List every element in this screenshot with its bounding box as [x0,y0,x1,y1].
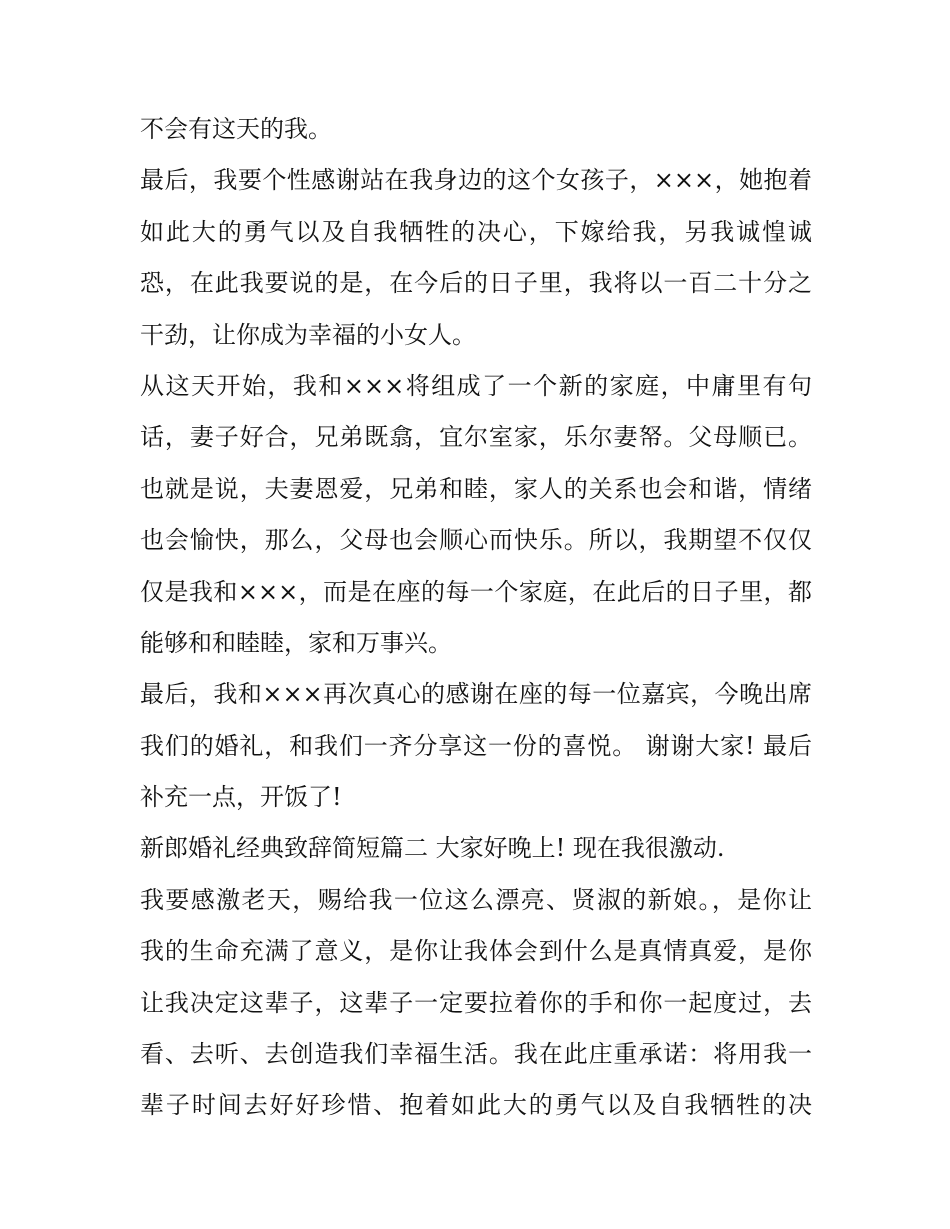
text-line: 我们的婚礼，和我们一齐分享这一份的喜悦。 谢谢大家! 最后 [140,731,812,760]
text-line: 新郎婚礼经典致辞简短篇二 大家好晚上! 现在我很激动. [140,834,725,863]
text-line: 话，妻子好合，兄弟既翕，宜尔室家，乐尔妻帑。父母顺已。 [140,423,812,452]
text-line: 从这天开始，我和×××将组成了一个新的家庭，中庸里有句 [140,371,812,400]
text-line: 如此大的勇气以及自我牺牲的决心，下嫁给我，另我诚惶诚 [140,217,812,246]
text-line: 不会有这天的我。 [140,115,332,143]
text-line: 我要感激老天，赐给我一位这么漂亮、贤淑的新娘。，是你让 [140,885,812,914]
text-line: 能够和和睦睦，家和万事兴。 [140,628,452,657]
text-line: 也会愉快，那么，父母也会顺心而快乐。所以，我期望不仅仅 [140,526,812,555]
text-line: 最后，我要个性感谢站在我身边的这个女孩子，×××，她抱着 [140,166,812,195]
document-body [140,107,812,1135]
text-line: 看、去听、去创造我们幸福生活。我在此庄重承诺：将用我一 [140,1040,812,1069]
text-line: 补充一点，开饭了! [140,783,342,812]
text-line: 也就是说，夫妻恩爱，兄弟和睦，家人的关系也会和谐，情绪 [140,474,812,503]
text-line: 让我决定这辈子，这辈子一定要拉着你的手和你一起度过，去 [140,988,812,1017]
text-line: 辈子时间去好好珍惜、抱着如此大的勇气以及自我牺牲的决 [140,1091,812,1120]
text-line: 恐，在此我要说的是，在今后的日子里，我将以一百二十分之 [140,269,812,298]
text-line: 干劲，让你成为幸福的小女人。 [140,320,476,349]
text-line: 最后，我和×××再次真心的感谢在座的每一位嘉宾，今晚出席 [140,680,812,709]
text-line: 仅是我和×××，而是在座的每一个家庭，在此后的日子里，都 [140,577,812,606]
text-line: 我的生命充满了意义，是你让我体会到什么是真情真爱，是你 [140,937,812,966]
